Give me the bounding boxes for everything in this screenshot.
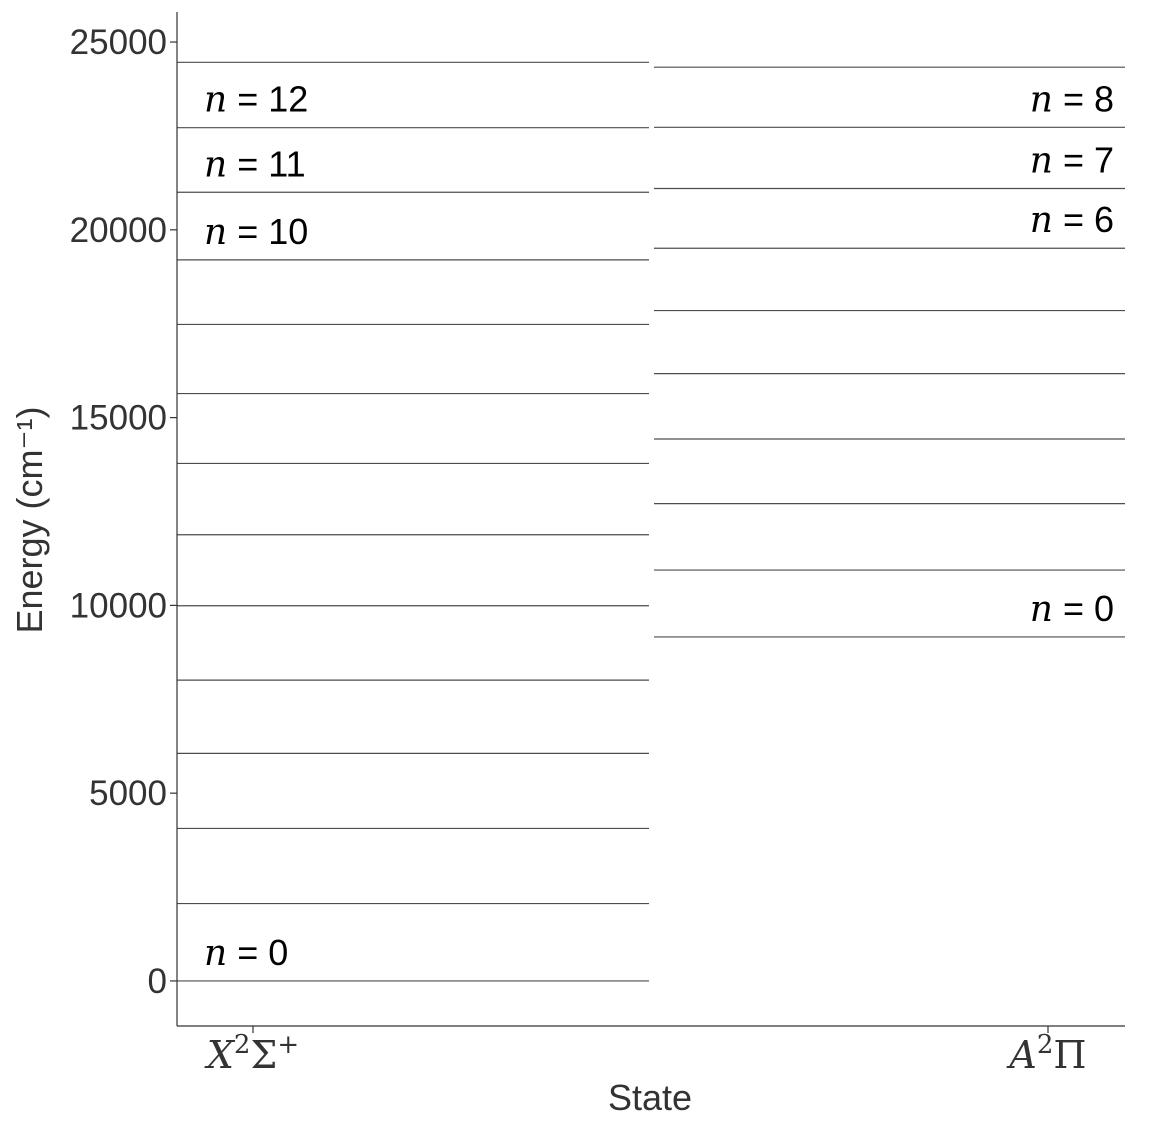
y-tick-label: 25000 (69, 23, 167, 63)
x-tick-label: $X^2\Sigma^+$ (206, 1030, 300, 1077)
level-annotation: n = 6 (1029, 199, 1114, 242)
level-labels-layer (204, 78, 1114, 974)
x-axis-label: State (607, 1077, 693, 1118)
y-tick-label: 15000 (69, 398, 167, 438)
level-annotation: n = 11 (204, 143, 306, 186)
levels-layer (177, 62, 1125, 981)
level-annotation: n = 8 (1029, 78, 1114, 121)
level-annotation: n = 10 (204, 210, 309, 253)
y-axis-label: Energy (cm⁻¹) (9, 406, 50, 634)
level-annotation: n = 12 (204, 78, 309, 121)
y-tick-label: 10000 (69, 586, 167, 626)
y-tick-label: 20000 (69, 210, 167, 250)
y-tick-label: 5000 (89, 774, 167, 814)
level-annotation: n = 0 (1029, 587, 1114, 630)
level-annotation: n = 7 (1029, 139, 1114, 182)
x-tick-label: $A^2\Pi$ (1009, 1030, 1087, 1077)
y-tick-label: 0 (147, 961, 167, 1001)
level-annotation: n = 0 (204, 931, 289, 974)
